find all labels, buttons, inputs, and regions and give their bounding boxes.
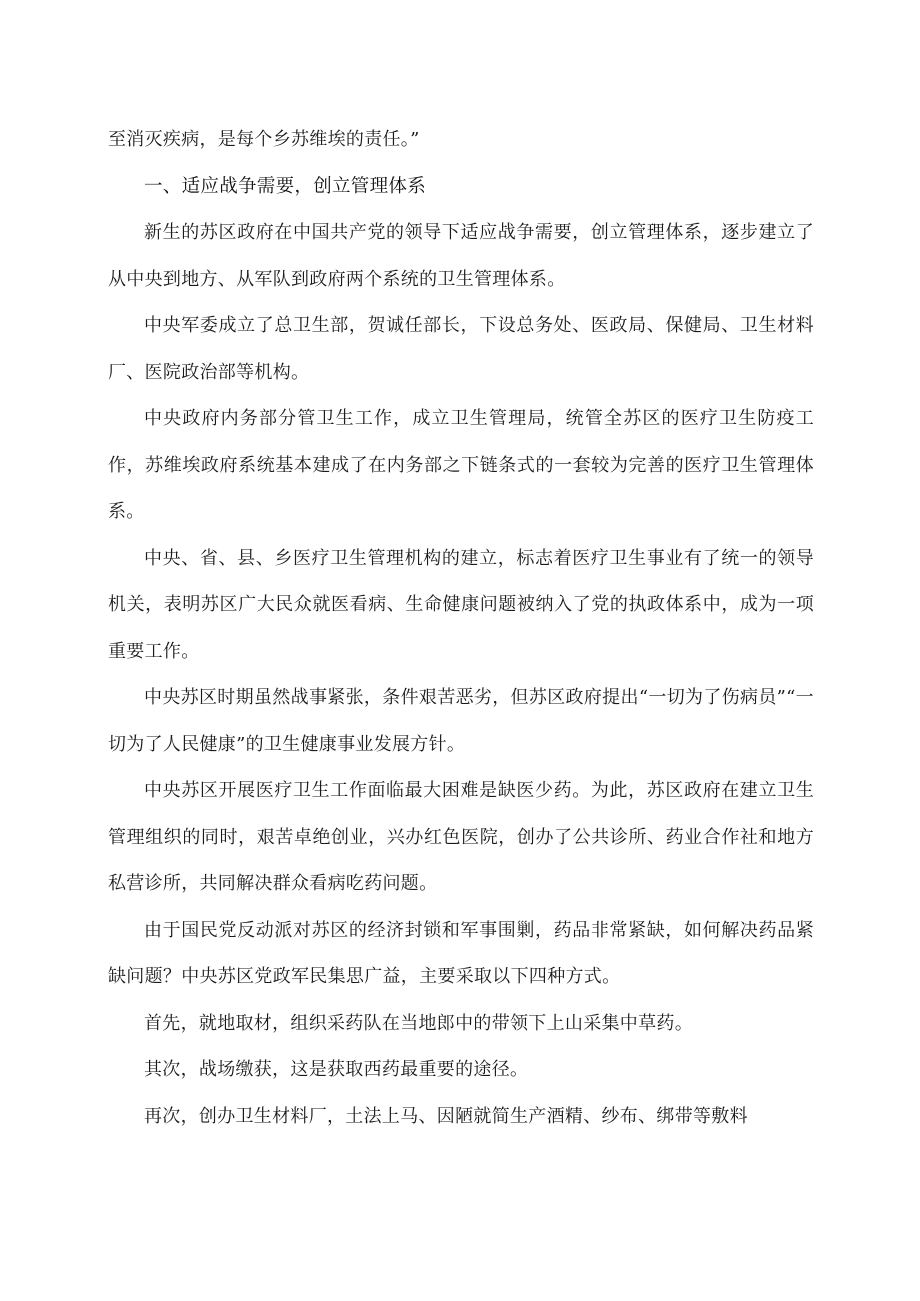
body-paragraph: 新生的苏区政府在中国共产党的领导下适应战争需要，创立管理体系，逐步建立了从中央到地方、从军队到政府两个系统的卫生管理体系。	[108, 222, 814, 290]
document-body	[108, 117, 814, 1140]
body-paragraph: 中央苏区开展医疗卫生工作面临最大困难是缺医少药。为此，苏区政府在建立卫生管理组织的同时，艰苦卓绝创业，兴办红色医院，创办了公共诊所、药业合作社和地方私营诊所，共同解决群众看病吃药问题。	[108, 780, 814, 894]
body-paragraph: 中央苏区时期虽然战事紧张，条件艰苦恶劣，但苏区政府提出“一切为了伤病员”“一切为了人民健康”的卫生健康事业发展方针。	[108, 687, 814, 755]
body-paragraph: 中央、省、县、乡医疗卫生管理机构的建立，标志着医疗卫生事业有了统一的领导机关，表明苏区广大民众就医看病、生命健康问题被纳入了党的执政体系中，成为一项重要工作。	[108, 547, 814, 662]
section-heading: 一、适应战争需要，创立管理体系	[144, 175, 427, 197]
body-paragraph: 其次，战场缴获，这是获取西药最重要的途径。	[144, 1059, 529, 1080]
body-paragraph: 由于国民党反动派对苏区的经济封锁和军事围剿，药品非常紧缺，如何解决药品紧缺问题？中央苏区党政军民集思广益，主要采取以下四种方式。	[108, 919, 814, 987]
body-paragraph: 再次，创办卫生材料厂，土法上马、因陋就简生产酒精、纱布、绑带等敷料	[144, 1105, 748, 1127]
body-paragraph: 中央军委成立了总卫生部，贺诚任部长，下设总务处、医政局、保健局、卫生材料厂、医院政治部等机构。	[108, 315, 814, 383]
body-paragraph: 首先，就地取材，组织采药队在当地郎中的带领下上山采集中草药。	[144, 1012, 693, 1034]
body-paragraph: 中央政府内务部分管卫生工作，成立卫生管理局，统管全苏区的医疗卫生防疫工作，苏维埃政府系统基本建成了在内务部之下链条式的一套较为完善的医疗卫生管理体系。	[108, 408, 814, 522]
continuation-paragraph: 至消灭疾病，是每个乡苏维埃的责任。”	[108, 129, 420, 150]
